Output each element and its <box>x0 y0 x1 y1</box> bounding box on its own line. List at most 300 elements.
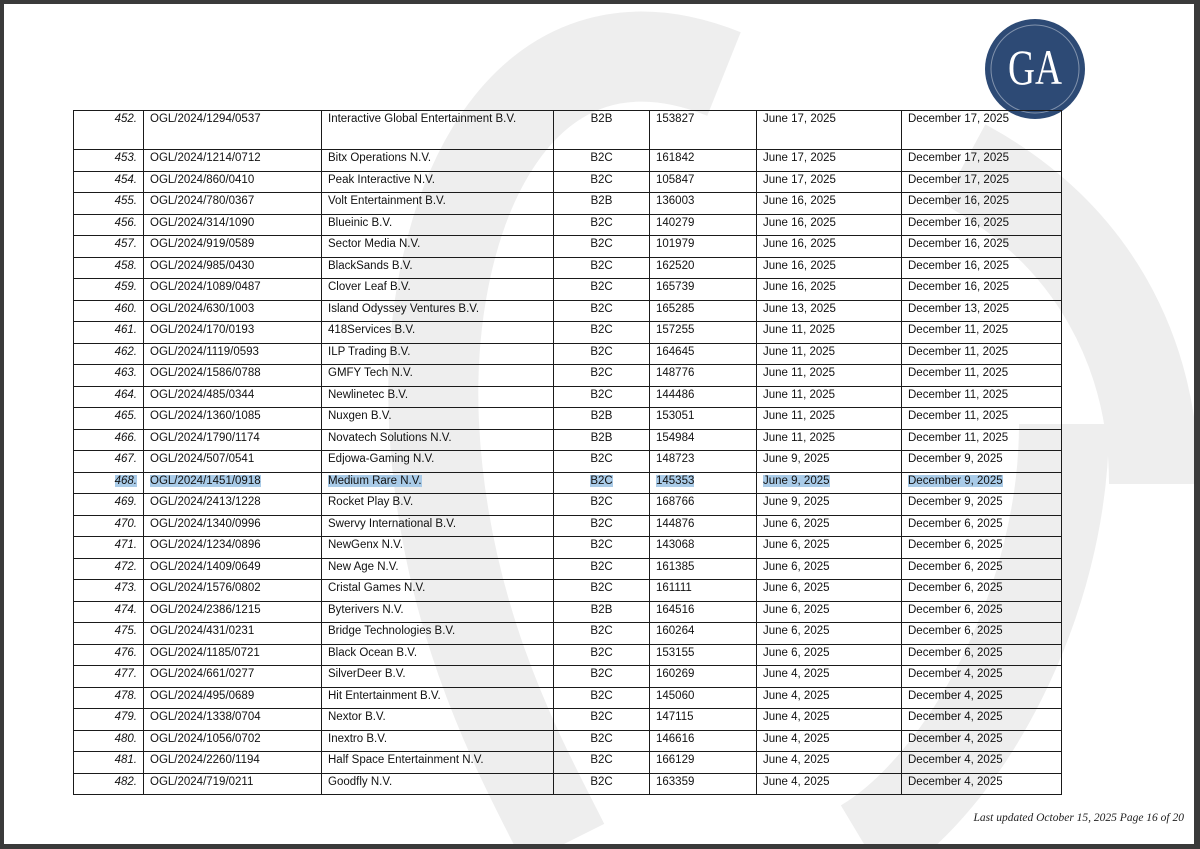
license-type-cell <box>554 687 650 709</box>
license-number-cell <box>144 236 322 258</box>
license-type: B2C <box>590 173 613 186</box>
expiry-date: December 11, 2025 <box>908 345 1009 358</box>
registration-number: 164516 <box>656 603 695 616</box>
license-number: OGL/2024/780/0367 <box>150 195 255 207</box>
ga-logo <box>984 18 1086 120</box>
license-type-cell <box>554 623 650 645</box>
license-type-cell <box>554 451 650 473</box>
license-number-cell <box>144 494 322 516</box>
company-name: Peak Interactive N.V. <box>328 173 435 186</box>
expiry-date: December 4, 2025 <box>908 689 1003 702</box>
license-type: B2C <box>590 324 613 336</box>
issue-date: June 17, 2025 <box>763 113 836 125</box>
registration-number-cell <box>650 494 757 516</box>
row-number: 456. <box>114 216 137 229</box>
row-number: 476. <box>114 646 137 659</box>
license-number-cell <box>144 386 322 408</box>
registration-number-cell <box>650 150 757 172</box>
issue-date-cell <box>757 236 902 258</box>
company-name-cell <box>322 279 554 301</box>
expiry-date: December 11, 2025 <box>908 431 1009 444</box>
registration-number-cell <box>650 214 757 236</box>
registration-number: 163359 <box>656 775 695 788</box>
license-type-cell <box>554 580 650 602</box>
license-type-cell <box>554 644 650 666</box>
license-number-cell <box>144 451 322 473</box>
issue-date: June 9, 2025 <box>763 453 830 465</box>
issue-date-cell <box>757 214 902 236</box>
registration-number-cell <box>650 601 757 623</box>
license-number-cell <box>144 601 322 623</box>
expiry-date: December 11, 2025 <box>908 324 1009 336</box>
company-name-cell <box>322 601 554 623</box>
expiry-date: December 11, 2025 <box>908 410 1009 422</box>
issue-date: June 4, 2025 <box>763 754 830 766</box>
company-name-cell <box>322 429 554 451</box>
registration-number-cell <box>650 687 757 709</box>
license-type-cell <box>554 601 650 623</box>
row-number: 463. <box>114 367 137 379</box>
license-number: OGL/2024/170/0193 <box>150 324 255 336</box>
table-row <box>74 322 1062 344</box>
license-number: OGL/2024/1294/0537 <box>150 113 261 125</box>
license-type: B2C <box>590 388 613 401</box>
registration-number-cell <box>650 111 757 150</box>
expiry-date-cell <box>902 752 1062 774</box>
issue-date-cell <box>757 429 902 451</box>
license-type: B2C <box>590 453 613 465</box>
registration-number: 145353 <box>656 474 695 487</box>
license-number: OGL/2024/719/0211 <box>150 775 254 788</box>
table-row <box>74 408 1062 430</box>
row-number-cell <box>74 494 144 516</box>
registration-number-cell <box>650 472 757 494</box>
expiry-date-cell <box>902 429 1062 451</box>
expiry-date-cell <box>902 472 1062 494</box>
license-number-cell <box>144 343 322 365</box>
expiry-date-cell <box>902 343 1062 365</box>
license-type: B2B <box>590 195 613 207</box>
table-row <box>74 709 1062 731</box>
company-name: Sector Media N.V. <box>328 238 421 250</box>
company-name-cell <box>322 687 554 709</box>
registration-number: 136003 <box>656 195 695 207</box>
company-name-cell <box>322 623 554 645</box>
issue-date: June 6, 2025 <box>763 517 830 530</box>
row-number: 479. <box>114 711 137 723</box>
expiry-date-cell <box>902 111 1062 150</box>
issue-date-cell <box>757 515 902 537</box>
table-row <box>74 214 1062 236</box>
registration-number: 145060 <box>656 689 695 702</box>
expiry-date: December 17, 2025 <box>908 173 1010 186</box>
company-name-cell <box>322 193 554 215</box>
expiry-date: December 17, 2025 <box>908 152 1010 164</box>
company-name-cell <box>322 644 554 666</box>
license-number-cell <box>144 773 322 795</box>
license-number-cell <box>144 429 322 451</box>
row-number: 459. <box>114 281 137 293</box>
table-row <box>74 730 1062 752</box>
row-number-cell <box>74 150 144 172</box>
expiry-date-cell <box>902 494 1062 516</box>
row-number-cell <box>74 214 144 236</box>
table-row <box>74 111 1062 150</box>
license-number: OGL/2024/661/0277 <box>150 668 255 680</box>
license-number: OGL/2024/495/0689 <box>150 689 255 702</box>
expiry-date: December 6, 2025 <box>908 646 1003 659</box>
row-number-cell <box>74 580 144 602</box>
row-number: 462. <box>114 345 137 358</box>
company-name-cell <box>322 472 554 494</box>
license-number-cell <box>144 257 322 279</box>
license-number: OGL/2024/1451/0918 <box>150 474 261 487</box>
expiry-date: December 16, 2025 <box>908 216 1010 229</box>
table-row <box>74 150 1062 172</box>
license-type-cell <box>554 773 650 795</box>
row-number-cell <box>74 773 144 795</box>
company-name: Island Odyssey Ventures B.V. <box>328 302 480 315</box>
expiry-date-cell <box>902 257 1062 279</box>
issue-date: June 4, 2025 <box>763 711 830 723</box>
license-type: B2C <box>590 216 613 229</box>
document-page <box>4 4 1194 844</box>
expiry-date-cell <box>902 687 1062 709</box>
registration-number: 147115 <box>656 711 694 723</box>
row-number-cell <box>74 408 144 430</box>
registration-number: 161111 <box>656 582 692 594</box>
table-row <box>74 623 1062 645</box>
registration-number: 105847 <box>656 173 695 186</box>
row-number-cell <box>74 687 144 709</box>
company-name: Half Space Entertainment N.V. <box>328 754 484 766</box>
license-type-cell <box>554 279 650 301</box>
expiry-date: December 4, 2025 <box>908 775 1003 788</box>
expiry-date-cell <box>902 580 1062 602</box>
issue-date: June 4, 2025 <box>763 668 830 680</box>
row-number-cell <box>74 558 144 580</box>
issue-date: June 16, 2025 <box>763 259 836 272</box>
issue-date: June 11, 2025 <box>763 410 836 422</box>
license-type-cell <box>554 709 650 731</box>
license-number-cell <box>144 408 322 430</box>
registration-number-cell <box>650 257 757 279</box>
row-number: 477. <box>114 668 137 680</box>
expiry-date-cell <box>902 644 1062 666</box>
row-number: 458. <box>114 259 137 272</box>
license-number: OGL/2024/1089/0487 <box>150 281 261 293</box>
license-number: OGL/2024/1790/1174 <box>150 431 260 444</box>
registration-number: 166129 <box>656 754 695 766</box>
registration-number: 161842 <box>656 152 695 164</box>
row-number-cell <box>74 236 144 258</box>
license-type-cell <box>554 730 650 752</box>
registration-number: 148723 <box>656 453 695 465</box>
table-row <box>74 537 1062 559</box>
registration-number-cell <box>650 451 757 473</box>
row-number-cell <box>74 322 144 344</box>
company-name-cell <box>322 580 554 602</box>
issue-date-cell <box>757 451 902 473</box>
table-row <box>74 236 1062 258</box>
company-name-cell <box>322 730 554 752</box>
company-name-cell <box>322 150 554 172</box>
license-type-cell <box>554 193 650 215</box>
license-type: B2C <box>590 711 613 723</box>
expiry-date: December 13, 2025 <box>908 302 1010 315</box>
row-number: 467. <box>114 453 137 465</box>
license-number-cell <box>144 111 322 150</box>
license-number: OGL/2024/2413/1228 <box>150 496 261 508</box>
row-number: 478. <box>114 689 137 702</box>
registration-number: 160264 <box>656 625 695 637</box>
registration-number-cell <box>650 580 757 602</box>
company-name-cell <box>322 236 554 258</box>
issue-date: June 11, 2025 <box>763 345 836 358</box>
row-number: 480. <box>114 732 137 745</box>
expiry-date: December 4, 2025 <box>908 668 1003 680</box>
expiry-date-cell <box>902 623 1062 645</box>
expiry-date-cell <box>902 150 1062 172</box>
expiry-date: December 11, 2025 <box>908 388 1009 401</box>
row-number: 453. <box>114 152 137 164</box>
registration-number-cell <box>650 666 757 688</box>
license-number-cell <box>144 322 322 344</box>
issue-date: June 16, 2025 <box>763 281 836 293</box>
license-number: OGL/2024/985/0430 <box>150 259 255 272</box>
company-name: New Age N.V. <box>328 560 399 573</box>
table-row <box>74 343 1062 365</box>
license-type-cell <box>554 171 650 193</box>
row-number: 455. <box>114 195 137 207</box>
license-number-cell <box>144 193 322 215</box>
license-number: OGL/2024/1576/0802 <box>150 582 261 594</box>
issue-date-cell <box>757 730 902 752</box>
row-number: 475. <box>114 625 137 637</box>
company-name: GMFY Tech N.V. <box>328 367 413 379</box>
company-name-cell <box>322 386 554 408</box>
issue-date-cell <box>757 773 902 795</box>
table-row <box>74 472 1062 494</box>
registration-number-cell <box>650 537 757 559</box>
issue-date: June 6, 2025 <box>763 539 830 551</box>
company-name-cell <box>322 171 554 193</box>
license-type-cell <box>554 214 650 236</box>
expiry-date-cell <box>902 709 1062 731</box>
issue-date: June 4, 2025 <box>763 689 830 702</box>
license-number: OGL/2024/1119/0593 <box>150 345 259 358</box>
table-row <box>74 752 1062 774</box>
issue-date: June 16, 2025 <box>763 195 836 207</box>
registration-number-cell <box>650 752 757 774</box>
registration-number: 165739 <box>656 281 695 293</box>
registration-number-cell <box>650 322 757 344</box>
issue-date-cell <box>757 644 902 666</box>
license-number: OGL/2024/485/0344 <box>150 388 255 401</box>
expiry-date-cell <box>902 236 1062 258</box>
license-type-cell <box>554 408 650 430</box>
registration-number: 143068 <box>656 539 695 551</box>
expiry-date-cell <box>902 730 1062 752</box>
row-number: 464. <box>114 388 137 401</box>
expiry-date: December 9, 2025 <box>908 474 1003 487</box>
issue-date: June 16, 2025 <box>763 238 836 250</box>
expiry-date: December 9, 2025 <box>908 496 1003 508</box>
company-name-cell <box>322 322 554 344</box>
issue-date-cell <box>757 171 902 193</box>
row-number: 466. <box>114 431 137 444</box>
license-number: OGL/2024/1234/0896 <box>150 539 261 551</box>
license-number: OGL/2024/1340/0996 <box>150 517 261 530</box>
company-name: Blueinic B.V. <box>328 216 393 229</box>
expiry-date: December 11, 2025 <box>908 367 1009 379</box>
issue-date-cell <box>757 558 902 580</box>
registration-number-cell <box>650 558 757 580</box>
license-number: OGL/2024/431/0231 <box>150 625 255 637</box>
registration-number: 168766 <box>656 496 695 508</box>
license-type: B2C <box>590 754 613 766</box>
company-name: Byterivers N.V. <box>328 603 404 616</box>
company-name: Inextro B.V. <box>328 732 388 745</box>
row-number-cell <box>74 279 144 301</box>
license-type-cell <box>554 472 650 494</box>
company-name-cell <box>322 300 554 322</box>
row-number: 472. <box>114 560 137 573</box>
license-number-cell <box>144 666 322 688</box>
license-type-cell <box>554 752 650 774</box>
table-row <box>74 365 1062 387</box>
expiry-date: December 17, 2025 <box>908 113 1010 125</box>
row-number-cell <box>74 300 144 322</box>
expiry-date-cell <box>902 666 1062 688</box>
registration-number-cell <box>650 386 757 408</box>
expiry-date: December 6, 2025 <box>908 539 1003 551</box>
company-name: Nextor B.V. <box>328 711 386 723</box>
table-row <box>74 429 1062 451</box>
expiry-date-cell <box>902 773 1062 795</box>
company-name-cell <box>322 111 554 150</box>
registration-number: 165285 <box>656 302 695 315</box>
registration-number-cell <box>650 236 757 258</box>
table-row <box>74 601 1062 623</box>
license-type-cell <box>554 365 650 387</box>
company-name: NewGenx N.V. <box>328 539 403 551</box>
license-type: B2C <box>590 302 613 315</box>
row-number: 481. <box>114 754 137 766</box>
license-number-cell <box>144 300 322 322</box>
issue-date-cell <box>757 709 902 731</box>
license-number: OGL/2024/1409/0649 <box>150 560 261 573</box>
registration-number-cell <box>650 300 757 322</box>
license-type: B2C <box>590 474 613 487</box>
license-type: B2C <box>590 668 613 680</box>
table-row <box>74 773 1062 795</box>
license-number: OGL/2024/1360/1085 <box>150 410 261 422</box>
expiry-date: December 4, 2025 <box>908 754 1003 766</box>
row-number-cell <box>74 257 144 279</box>
license-type: B2C <box>590 281 613 293</box>
row-number-cell <box>74 644 144 666</box>
license-type-cell <box>554 300 650 322</box>
company-name-cell <box>322 343 554 365</box>
company-name: Clover Leaf B.V. <box>328 281 411 293</box>
license-type-cell <box>554 515 650 537</box>
license-type-cell <box>554 666 650 688</box>
issue-date-cell <box>757 494 902 516</box>
registration-number-cell <box>650 623 757 645</box>
license-type-cell <box>554 558 650 580</box>
license-type: B2C <box>590 152 613 164</box>
company-name-cell <box>322 214 554 236</box>
company-name: Interactive Global Entertainment B.V. <box>328 113 517 125</box>
expiry-date-cell <box>902 515 1062 537</box>
registration-number-cell <box>650 365 757 387</box>
company-name-cell <box>322 494 554 516</box>
license-type: B2C <box>590 345 613 358</box>
issue-date-cell <box>757 752 902 774</box>
expiry-date: December 6, 2025 <box>908 560 1003 573</box>
expiry-date-cell <box>902 537 1062 559</box>
row-number-cell <box>74 515 144 537</box>
expiry-date: December 4, 2025 <box>908 732 1003 745</box>
row-number-cell <box>74 365 144 387</box>
issue-date-cell <box>757 365 902 387</box>
license-number-cell <box>144 365 322 387</box>
company-name: Cristal Games N.V. <box>328 582 426 594</box>
issue-date-cell <box>757 322 902 344</box>
license-number: OGL/2024/2260/1194 <box>150 754 260 766</box>
license-number-cell <box>144 730 322 752</box>
company-name: Bridge Technologies B.V. <box>328 625 456 637</box>
company-name-cell <box>322 537 554 559</box>
company-name-cell <box>322 666 554 688</box>
company-name: Volt Entertainment B.V. <box>328 195 446 207</box>
row-number: 461. <box>114 324 137 336</box>
table-row <box>74 386 1062 408</box>
issue-date: June 6, 2025 <box>763 560 830 573</box>
row-number: 474. <box>114 603 137 616</box>
table-row <box>74 193 1062 215</box>
company-name: BlackSands B.V. <box>328 259 413 272</box>
company-name: Goodfly N.V. <box>328 775 393 788</box>
registration-number: 154984 <box>656 431 695 444</box>
issue-date-cell <box>757 623 902 645</box>
license-type-cell <box>554 537 650 559</box>
license-type-cell <box>554 257 650 279</box>
license-number-cell <box>144 709 322 731</box>
company-name: Newlinetec B.V. <box>328 388 409 401</box>
expiry-date-cell <box>902 279 1062 301</box>
license-number-cell <box>144 150 322 172</box>
row-number-cell <box>74 752 144 774</box>
registration-number: 140279 <box>656 216 695 229</box>
row-number-cell <box>74 537 144 559</box>
table-row <box>74 494 1062 516</box>
license-number: OGL/2024/1185/0721 <box>150 646 260 659</box>
license-number-cell <box>144 537 322 559</box>
issue-date: June 11, 2025 <box>763 324 836 336</box>
registration-number: 153051 <box>656 410 695 422</box>
license-type: B2C <box>590 367 613 379</box>
company-name-cell <box>322 773 554 795</box>
row-number-cell <box>74 666 144 688</box>
expiry-date-cell <box>902 451 1062 473</box>
issue-date: June 16, 2025 <box>763 216 836 229</box>
registration-number: 153827 <box>656 113 695 125</box>
license-number: OGL/2024/1214/0712 <box>150 152 261 164</box>
issue-date-cell <box>757 580 902 602</box>
license-number-cell <box>144 472 322 494</box>
